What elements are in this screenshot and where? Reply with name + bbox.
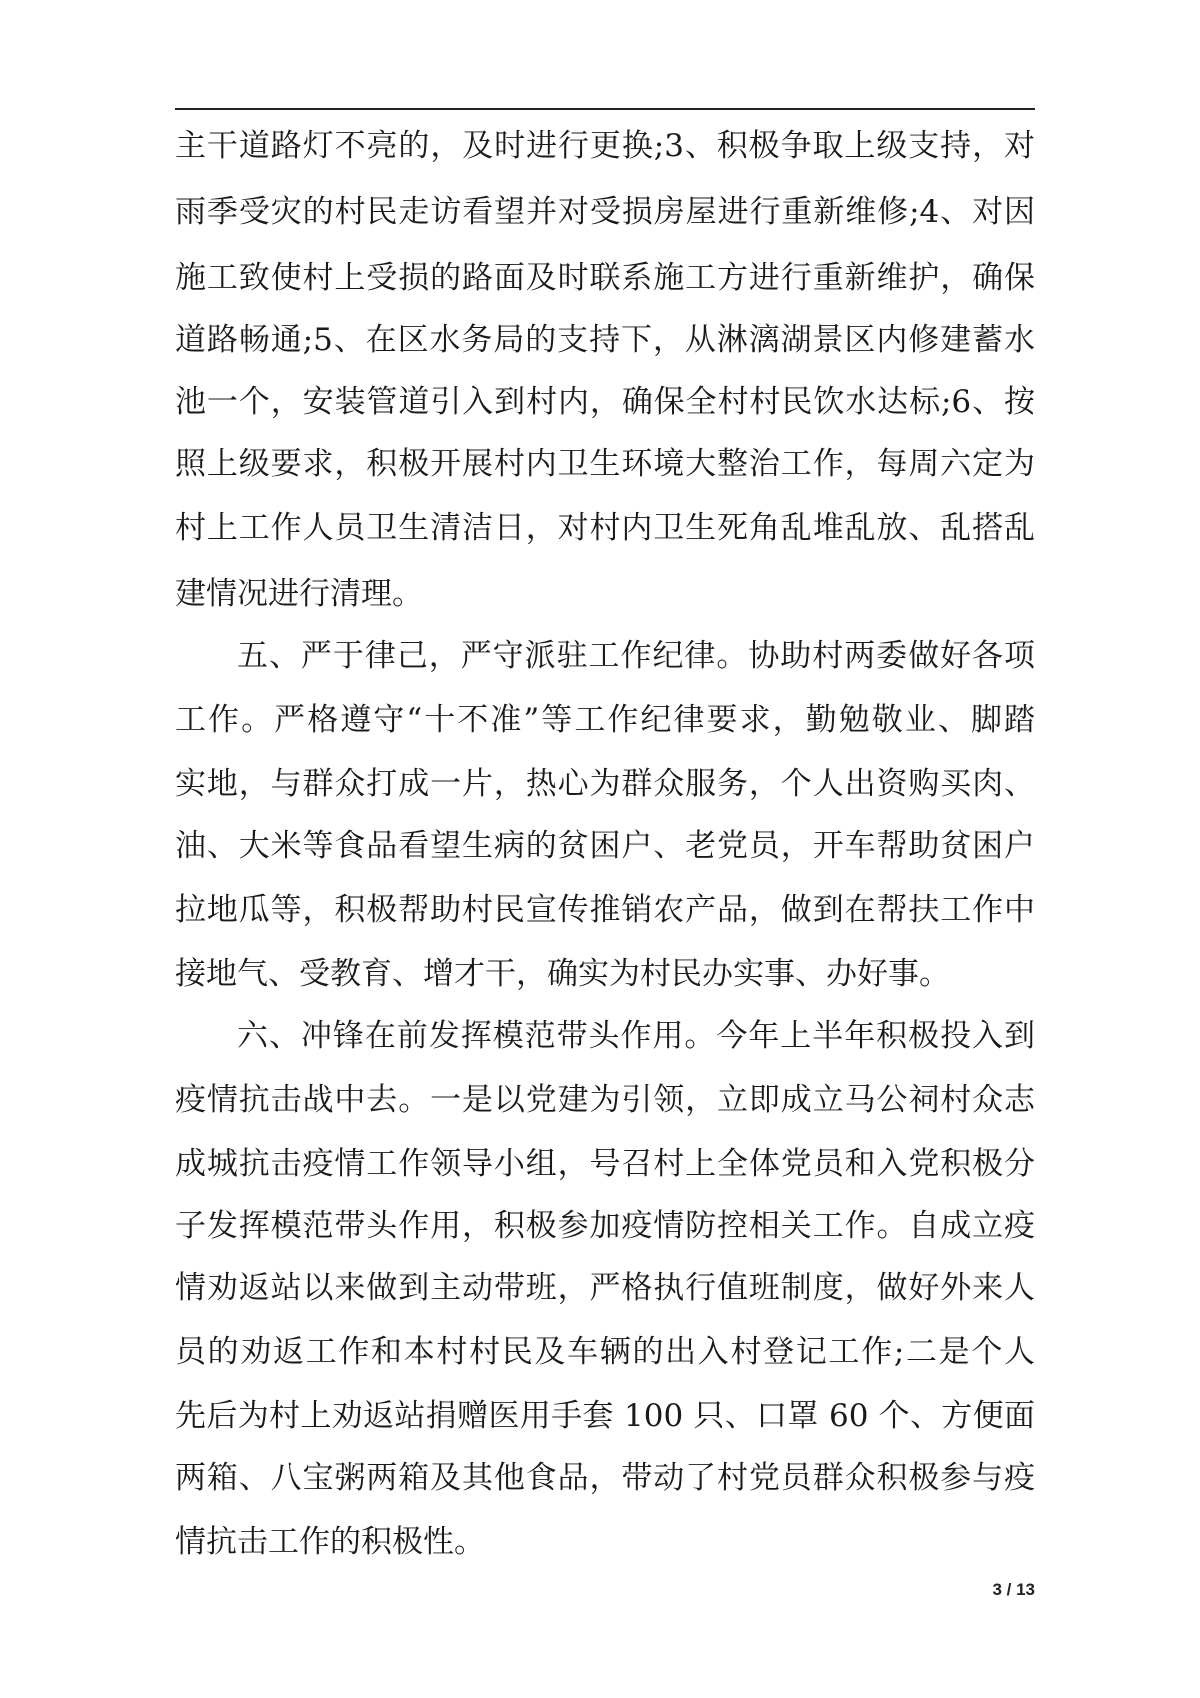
text-line: 照上级要求，积极开展村内卫生环境大整治工作，每周六定为 <box>175 446 1035 482</box>
text-line: 接地气、受教育、增才干，确实为村民办实事、办好事。 <box>175 956 950 992</box>
text-line: 两箱、八宝粥两箱及其他食品，带动了村党员群众积极参与疫 <box>175 1460 1035 1496</box>
text-line: 先后为村上劝返站捐赠医用手套 100 只、口罩 60 个、方便面 <box>175 1398 1035 1434</box>
text-line: 成城抗击疫情工作领导小组，号召村上全体党员和入党积极分 <box>175 1146 1035 1182</box>
header-rule <box>175 108 1035 110</box>
paragraph-heading-6: 六、冲锋在前发挥模范带头作用。今年上半年积极投入到 <box>237 1018 1035 1054</box>
text-line: 雨季受灾的村民走访看望并对受损房屋进行重新维修;4、对因 <box>175 194 1035 230</box>
text-line: 实地，与群众打成一片，热心为群众服务，个人出资购买肉、 <box>175 766 1035 802</box>
text-line: 村上工作人员卫生清洁日，对村内卫生死角乱堆乱放、乱搭乱 <box>175 510 1035 546</box>
text-line: 疫情抗击战中去。一是以党建为引领，立即成立马公祠村众志 <box>175 1082 1035 1118</box>
text-line: 工作。严格遵守“十不准”等工作纪律要求，勤勉敬业、脚踏 <box>175 702 1035 738</box>
text-line: 情劝返站以来做到主动带班，严格执行值班制度，做好外来人 <box>175 1270 1035 1306</box>
text-line: 子发挥模范带头作用，积极参加疫情防控相关工作。自成立疫 <box>175 1208 1035 1244</box>
paragraph-heading-5: 五、严于律己，严守派驻工作纪律。协助村两委做好各项 <box>237 638 1035 674</box>
text-line: 拉地瓜等，积极帮助村民宣传推销农产品，做到在帮扶工作中 <box>175 892 1035 928</box>
text-line: 建情况进行清理。 <box>175 576 423 612</box>
text-line: 员的劝返工作和本村村民及车辆的出入村登记工作;二是个人 <box>175 1334 1035 1370</box>
text-line: 情抗击工作的积极性。 <box>175 1524 485 1560</box>
text-line: 道路畅通;5、在区水务局的支持下，从淋漓湖景区内修建蓄水 <box>175 322 1035 358</box>
text-line: 施工致使村上受损的路面及时联系施工方进行重新维护，确保 <box>175 260 1035 296</box>
text-line: 池一个，安装管道引入到村内，确保全村村民饮水达标;6、按 <box>175 384 1035 420</box>
text-line: 主干道路灯不亮的，及时进行更换;3、积极争取上级支持，对 <box>175 128 1035 164</box>
page-number: 3 / 13 <box>992 1580 1035 1599</box>
text-line: 油、大米等食品看望生病的贫困户、老党员，开车帮助贫困户 <box>175 828 1035 864</box>
